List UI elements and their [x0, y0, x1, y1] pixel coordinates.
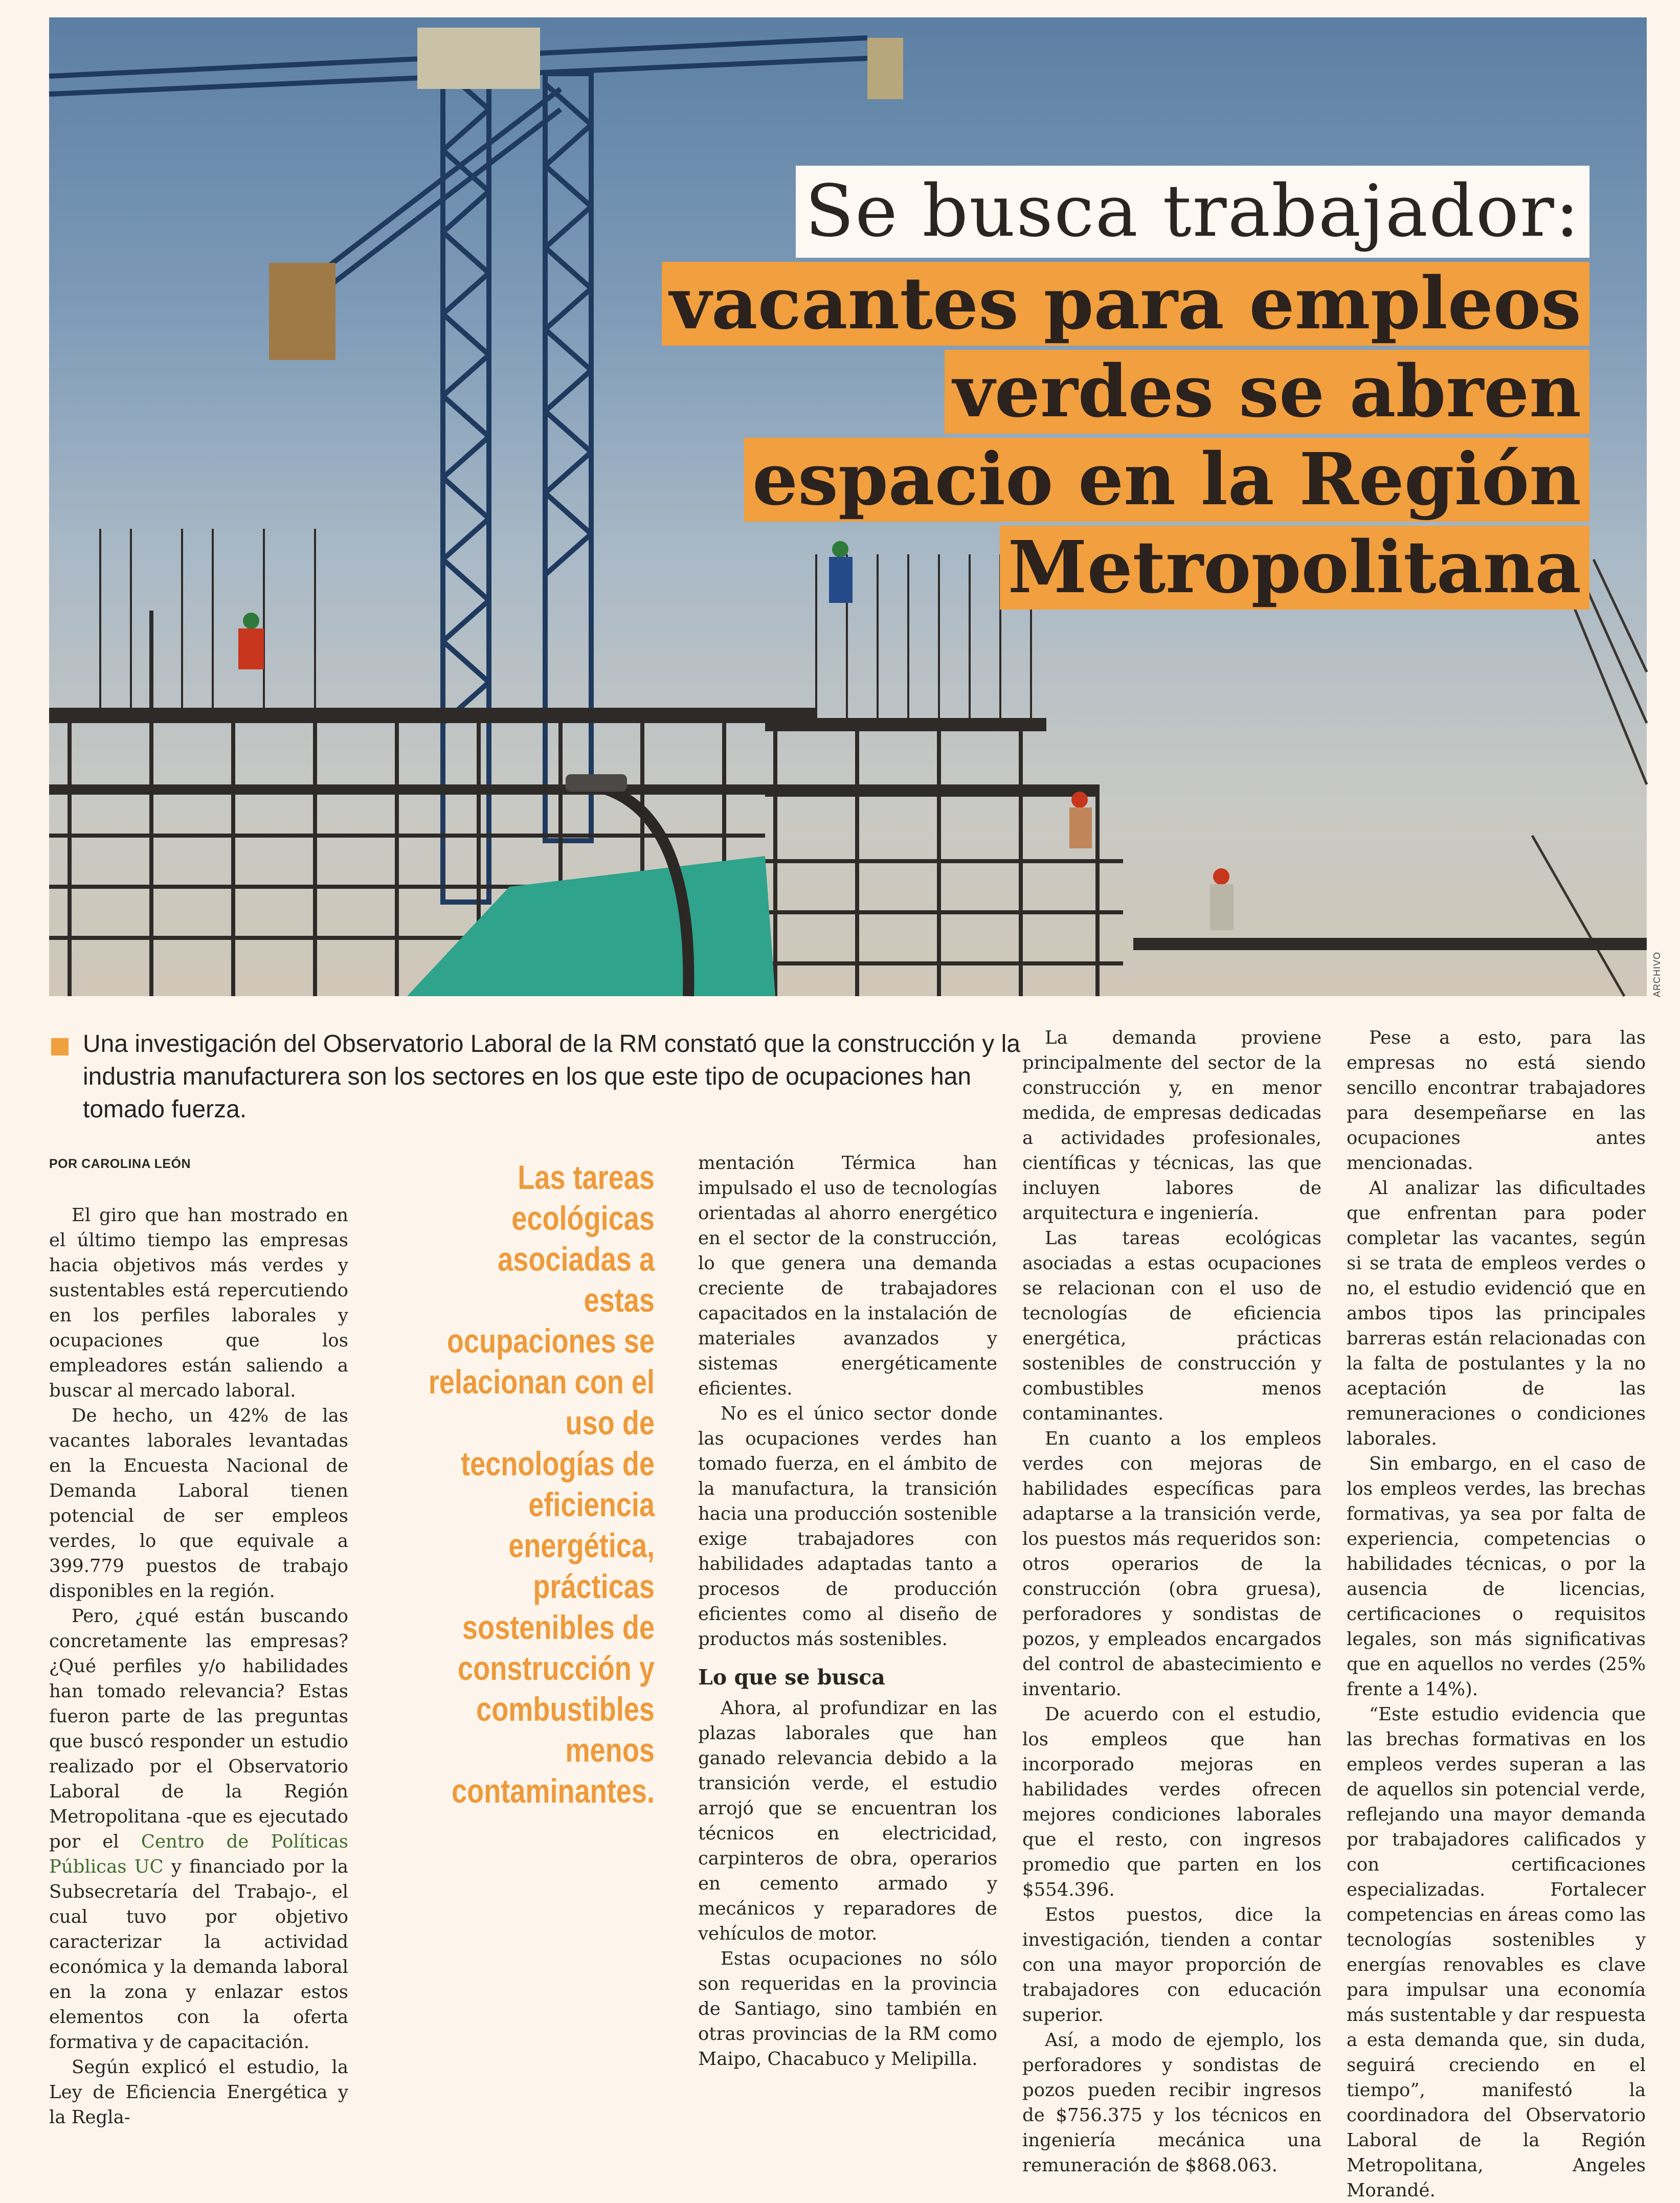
pull-quote: Las tareas ecológicas asociadas a estas ocupaciones se relacionan con el uso de tecnologías de eficiencia energética, prácticas sostenibles de construcción y combustibles menos contaminantes.	[428, 1158, 655, 1810]
article-column-5	[1347, 1025, 1646, 2203]
paragraph-text: y financiado por la Subsecretaría del Trabajo-, el cual tuvo por objetivo caracterizar la actividad económica y la demanda laboral en la zona y enlazar estos elementos con la oferta formativa y de capacitación.	[49, 1856, 348, 2053]
paragraph: No es el único sector donde las ocupaciones verdes han tomado fuerza, en el ámbito de la manufactura, la transición hacia una producción sostenible exige trabajadores con habilidades adaptadas tanto a procesos de producción eficientes como al diseño de productos más sostenibles.	[698, 1403, 997, 1650]
lead-bullet-icon	[51, 1038, 69, 1055]
paragraph: Estas ocupaciones no sólo son requeridas en la provincia de Santiago, sino también en otras provincias de la RM como Maipo, Chacabuco y Melipilla.	[698, 1948, 997, 2070]
headline-kicker: Se busca trabajador:	[796, 166, 1589, 258]
subheading: Lo que se busca	[698, 1665, 885, 1690]
paragraph-text: Pero, ¿qué están buscando concretamente las empresas? ¿Qué perfiles y/o habilidades han tomado relevancia? Estas fueron parte de las preguntas que buscó responder un estudio realizado por el Observatorio Laboral de la Región Metropolitana -que es ejecutado por el	[49, 1606, 348, 1852]
headline-line: espacio en la Región	[744, 438, 1589, 522]
article-column-1	[49, 1203, 348, 2130]
lead-text: Una investigación del Observatorio Laboral de la RM constató que la construcción y la industria manufacturera son los sectores en los que este tipo de ocupaciones han tomado fuerza.	[83, 1030, 1020, 1123]
cpp-uc-link[interactable]: Centro de Políticas Públicas UC	[49, 1831, 349, 1877]
paragraph: De acuerdo con el estudio, los empleos que han incorporado mejoras en habilidades verdes ofrecen mejores condiciones laborales que el resto, con ingresos promedio que parten en los $554.396.	[1022, 1704, 1321, 1900]
paragraph: Ahora, al profundizar en las plazas laborales que han ganado relevancia debido a la transición verde, el estudio arrojó que se encuentran los técnicos en electricidad, carpinteros de obra, operarios en cemento armado y mecánicos y reparadores de vehículos de motor.	[698, 1698, 997, 1944]
byline: POR CAROLINA LEÓN	[49, 1157, 191, 1171]
paragraph: Sin embargo, en el caso de los empleos verdes, las brechas formativas, ya sea por falta de experiencia, competencias o habilidades técnicas, o por la ausencia de licencias, certificaciones o requisitos legales, son más significativas que en aquellos no verdes (25% frente a 14%).	[1347, 1453, 1646, 1700]
paragraph: Estos puestos, dice la investigación, tienden a contar con una mayor proporción de trabajadores con educación superior.	[1022, 1904, 1321, 2026]
paragraph: El giro que han mostrado en el último tiempo las empresas hacia objetivos más verdes y sustentables está repercutiendo en los perfiles laborales y ocupaciones que los empleadores están saliendo a buscar al mercado laboral.	[49, 1205, 348, 1401]
photo-credit: ARCHIVO	[1652, 951, 1662, 997]
paragraph: Las tareas ecológicas asociadas a estas ocupaciones se relacionan con el uso de tecnologías de eficiencia energética, prácticas sostenibles de construcción y combustibles menos contaminantes.	[1022, 1228, 1321, 1424]
headline-line: Metropolitana	[1000, 526, 1589, 610]
paragraph: Así, a modo de ejemplo, los perforadores y sondistas de pozos pueden recibir ingresos de $756.375 y los técnicos en ingeniería mecánica una remuneración de $868.063.	[1022, 2030, 1321, 2176]
paragraph: En cuanto a los empleos verdes con mejoras de habilidades específicas para adaptarse a la transición verde, los puestos más requeridos son: otros operarios de la construcción (obra gruesa), perforadores y sondistas de pozos, y empleados encargados del control de abastecimiento e inventario.	[1022, 1428, 1321, 1700]
paragraph: mentación Térmica han impulsado el uso de tecnologías orientadas al ahorro energético en el sector de la construcción, lo que genera una demanda creciente de trabajadores capacitados en la instalación de materiales avanzados y sistemas energéticamente eficientes.	[698, 1153, 997, 1399]
paragraph: De hecho, un 42% de las vacantes laborales levantadas en la Encuesta Nacional de Demanda Laboral tienen potencial de ser empleos verdes, lo que equivale a 399.779 puestos de trabajo disponibles en la región.	[49, 1405, 348, 1602]
headline-line: verdes se abren	[945, 350, 1589, 434]
paragraph	[49, 1604, 348, 2055]
paragraph: La demanda proviene principalmente del sector de la construcción y, en menor medida, de empresas dedicadas a actividades profesionales, científicas y técnicas, las que incluyen labores de arquitectura e ingeniería.	[1022, 1027, 1321, 1224]
paragraph: Al analizar las dificultades que enfrentan para poder completar las vacantes, según si se trata de empleos verdes o no, el estudio evidenció que en ambos tipos las principales barreras están relacionadas con la falta de postulantes y la no aceptación de las remuneraciones o condiciones laborales.	[1347, 1178, 1646, 1449]
article-column-3	[698, 1151, 997, 2072]
article-column-4	[1022, 1025, 1321, 2178]
lead-summary	[49, 1028, 1021, 1126]
construction-photo	[49, 17, 1647, 996]
paragraph: Según explicó el estudio, la Ley de Eficiencia Energética y la Regla-	[49, 2057, 348, 2128]
paragraph: Pese a esto, para las empresas no está siendo sencillo encontrar trabajadores para desempeñarse en las ocupaciones antes mencionadas.	[1347, 1027, 1646, 1174]
paragraph: “Este estudio evidencia que las brechas formativas en los empleos verdes superan a las de aquellos sin potencial verde, reflejando una mayor demanda por trabajadores calificados y con certificaciones especializadas. Fortalecer competencias en áreas como las tecnologías sostenibles y energías renovables es clave para impulsar una economía más sustentable y dar respuesta a esta demanda que, sin duda, seguirá creciendo en el tiempo”, manifestó la coordinadora del Observatorio Laboral de la Región Metropolitana, Angeles Morandé.	[1347, 1704, 1646, 2201]
headline-line: vacantes para empleos	[662, 262, 1589, 346]
headline	[567, 166, 1589, 610]
